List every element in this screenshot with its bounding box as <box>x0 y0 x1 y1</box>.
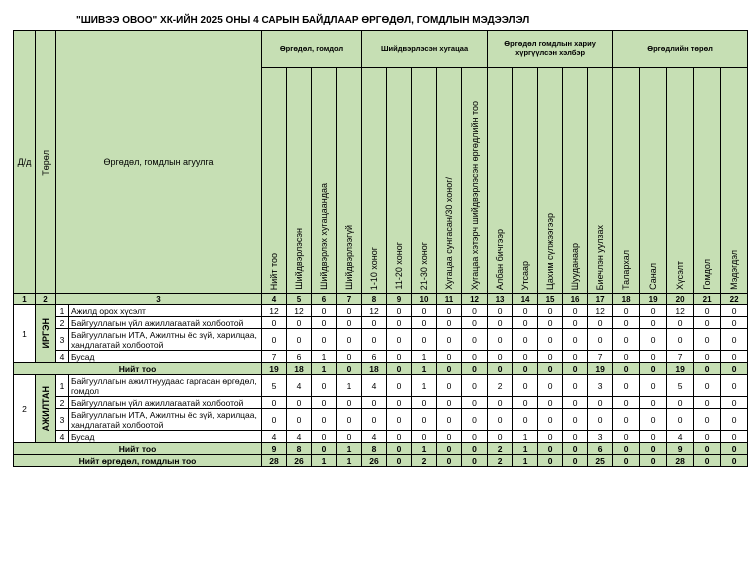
row-label: Байгууллагын үйл ажиллагаатай холбоотой <box>69 397 262 409</box>
grand-total-value: 1 <box>337 455 362 467</box>
cell-value: 0 <box>437 329 462 351</box>
cell-value: 0 <box>538 351 563 363</box>
grand-total-value: 0 <box>694 455 721 467</box>
cell-value: 0 <box>387 317 412 329</box>
section-total-value: 0 <box>721 443 748 455</box>
row-label: Байгууллагын ИТА, Ажилтны ёс зүй, харилцаа, хандлагатай холбоотой <box>69 329 262 351</box>
cell-value: 0 <box>488 329 513 351</box>
grand-total-row <box>14 455 748 467</box>
cell-value: 0 <box>462 351 488 363</box>
cell-value: 0 <box>588 317 613 329</box>
column-header: Албан бичгээр <box>488 68 513 294</box>
cell-value: 4 <box>667 431 694 443</box>
section-total-value: 0 <box>387 443 412 455</box>
cell-value: 0 <box>287 409 312 431</box>
section-total-value: 9 <box>667 443 694 455</box>
cell-value: 0 <box>437 397 462 409</box>
cell-value: 0 <box>412 329 437 351</box>
cell-value: 0 <box>387 375 412 397</box>
column-number: 11 <box>437 294 462 305</box>
section-total-value: 0 <box>437 363 462 375</box>
cell-value: 6 <box>287 351 312 363</box>
cell-value: 0 <box>387 351 412 363</box>
cell-value: 0 <box>262 397 287 409</box>
cell-value: 0 <box>694 375 721 397</box>
cell-value: 0 <box>640 431 667 443</box>
cell-value: 0 <box>513 317 538 329</box>
row-label: Ажилд орох хүсэлт <box>69 305 262 317</box>
section-number: 1 <box>14 305 36 363</box>
cell-value: 0 <box>462 409 488 431</box>
cell-value: 0 <box>513 329 538 351</box>
column-header: 11-20 хоног <box>387 68 412 294</box>
section-total-value: 0 <box>312 443 337 455</box>
column-header: Гомдол <box>694 68 721 294</box>
section-category: ИРГЭН <box>36 305 56 363</box>
column-header: 21-30 хоног <box>412 68 437 294</box>
cell-value: 0 <box>488 351 513 363</box>
group-channel: Өргөдөл гомдлын хариу хүргүүлсэн хэлбэр <box>488 31 613 68</box>
report-title: "ШИВЭЭ ОВОО" ХК-ИЙН 2025 ОНЫ 4 САРЫН БАЙДЛААР ӨРГӨДӨЛ, ГОМДЛЫН МЭДЭЭЛЭЛ <box>76 15 530 26</box>
section-total-value: 18 <box>287 363 312 375</box>
section-total-value: 1 <box>337 443 362 455</box>
cell-value: 0 <box>462 317 488 329</box>
cell-value: 4 <box>362 375 387 397</box>
grand-total-value: 2 <box>488 455 513 467</box>
cell-value: 0 <box>337 305 362 317</box>
cell-value: 0 <box>513 397 538 409</box>
cell-value: 0 <box>412 317 437 329</box>
cell-value: 0 <box>613 305 640 317</box>
section-total-value: 19 <box>588 363 613 375</box>
cell-value: 12 <box>667 305 694 317</box>
section-total-value: 0 <box>694 363 721 375</box>
section-total-value: 0 <box>437 443 462 455</box>
column-header: Нийт тоо <box>262 68 287 294</box>
grand-total-value: 0 <box>387 455 412 467</box>
cell-value: 0 <box>462 375 488 397</box>
cell-value: 0 <box>437 375 462 397</box>
cell-value: 0 <box>312 375 337 397</box>
section-total-value: 0 <box>462 443 488 455</box>
cell-value: 0 <box>488 397 513 409</box>
cell-value: 0 <box>412 305 437 317</box>
cell-value: 0 <box>337 351 362 363</box>
cell-value: 0 <box>337 397 362 409</box>
cell-value: 0 <box>312 305 337 317</box>
cell-value: 0 <box>312 397 337 409</box>
table-body <box>14 305 748 467</box>
section-total-value: 0 <box>538 443 563 455</box>
section-total-value: 1 <box>412 443 437 455</box>
cell-value: 0 <box>337 329 362 351</box>
cell-value: 0 <box>613 317 640 329</box>
column-number: 5 <box>287 294 312 305</box>
cell-value: 0 <box>667 397 694 409</box>
section-total-value: 0 <box>640 363 667 375</box>
column-number: 12 <box>462 294 488 305</box>
cell-value: 0 <box>513 305 538 317</box>
column-header: Хүсэлт <box>667 68 694 294</box>
section-total-value: 0 <box>337 363 362 375</box>
section-total-row <box>14 443 748 455</box>
cell-value: 0 <box>613 329 640 351</box>
column-header: Шийдвэрлэсэн <box>287 68 312 294</box>
cell-value: 0 <box>563 351 588 363</box>
grand-total-value: 0 <box>437 455 462 467</box>
cell-value: 0 <box>337 317 362 329</box>
cell-value: 0 <box>387 397 412 409</box>
cell-value: 0 <box>667 329 694 351</box>
row-index: 1 <box>56 375 69 397</box>
cell-value: 6 <box>362 351 387 363</box>
row-index: 1 <box>56 305 69 317</box>
column-header: Талархал <box>613 68 640 294</box>
cell-value: 1 <box>337 375 362 397</box>
cell-value: 0 <box>694 431 721 443</box>
grand-total-value: 0 <box>721 455 748 467</box>
cell-value: 0 <box>513 409 538 431</box>
cell-value: 0 <box>287 397 312 409</box>
column-number: 2 <box>36 294 56 305</box>
cell-value: 12 <box>588 305 613 317</box>
cell-value: 4 <box>362 431 387 443</box>
cell-value: 0 <box>437 317 462 329</box>
cell-value: 0 <box>337 431 362 443</box>
cell-value: 0 <box>312 409 337 431</box>
cell-value: 1 <box>312 351 337 363</box>
cell-value: 1 <box>513 431 538 443</box>
cell-value: 0 <box>437 431 462 443</box>
cell-value: 4 <box>287 431 312 443</box>
row-label: Байгууллагын үйл ажиллагаатай холбоотой <box>69 317 262 329</box>
section-total-value: 6 <box>588 443 613 455</box>
cell-value: 0 <box>563 375 588 397</box>
cell-value: 0 <box>694 329 721 351</box>
cell-value: 0 <box>694 351 721 363</box>
column-header: Санал <box>640 68 667 294</box>
header-dd: Д/д <box>14 31 36 294</box>
cell-value: 12 <box>362 305 387 317</box>
cell-value: 0 <box>588 397 613 409</box>
cell-value: 0 <box>640 329 667 351</box>
column-header: Биечлэн уулзах <box>588 68 613 294</box>
cell-value: 0 <box>721 351 748 363</box>
section-total-row <box>14 363 748 375</box>
cell-value: 0 <box>538 409 563 431</box>
column-header: Мэдэгдэл <box>721 68 748 294</box>
column-header: Шийдвэрлээгүй <box>337 68 362 294</box>
grand-total-value: 0 <box>462 455 488 467</box>
column-number: 8 <box>362 294 387 305</box>
cell-value: 0 <box>667 317 694 329</box>
cell-value: 0 <box>694 409 721 431</box>
row-index: 3 <box>56 329 69 351</box>
cell-value: 0 <box>640 375 667 397</box>
section-total-value: 18 <box>362 363 387 375</box>
section-total-value: 8 <box>362 443 387 455</box>
grand-total-value: 28 <box>667 455 694 467</box>
cell-value: 0 <box>287 329 312 351</box>
grand-total-value: 26 <box>362 455 387 467</box>
table-row <box>14 305 748 317</box>
group-deadline: Шийдвэрлэсэн хугацаа <box>362 31 488 68</box>
grand-total-value: 0 <box>563 455 588 467</box>
cell-value: 1 <box>412 351 437 363</box>
cell-value: 2 <box>488 375 513 397</box>
section-total-value: 19 <box>262 363 287 375</box>
cell-value: 0 <box>387 409 412 431</box>
cell-value: 12 <box>262 305 287 317</box>
cell-value: 0 <box>721 329 748 351</box>
cell-value: 0 <box>262 329 287 351</box>
cell-value: 0 <box>262 409 287 431</box>
row-label: Байгууллагын ажилтнуудаас гаргасан өргөдөл, гомдол <box>69 375 262 397</box>
section-total-value: 19 <box>667 363 694 375</box>
section-total-value: 1 <box>412 363 437 375</box>
cell-value: 0 <box>613 431 640 443</box>
cell-value: 0 <box>694 397 721 409</box>
cell-value: 0 <box>538 317 563 329</box>
cell-value: 0 <box>721 409 748 431</box>
cell-value: 3 <box>588 375 613 397</box>
column-number: 4 <box>262 294 287 305</box>
section-total-value: 0 <box>640 443 667 455</box>
cell-value: 0 <box>721 375 748 397</box>
cell-value: 0 <box>563 409 588 431</box>
cell-value: 4 <box>287 375 312 397</box>
cell-value: 0 <box>563 305 588 317</box>
cell-value: 0 <box>437 409 462 431</box>
cell-value: 0 <box>412 431 437 443</box>
cell-value: 0 <box>563 431 588 443</box>
group-kind: Өргөдлийн төрөл <box>613 31 748 68</box>
column-number: 19 <box>640 294 667 305</box>
row-index: 2 <box>56 397 69 409</box>
grand-total-value: 28 <box>262 455 287 467</box>
cell-value: 5 <box>262 375 287 397</box>
cell-value: 0 <box>588 409 613 431</box>
column-header: Шууданаар <box>563 68 588 294</box>
column-header: Хугацаа хэтэрч шийдвэрлэсэн өргөдлийн тоо <box>462 68 488 294</box>
column-header: Хугацаа сунгасан/30 хоног/ <box>437 68 462 294</box>
cell-value: 0 <box>488 409 513 431</box>
cell-value: 0 <box>613 409 640 431</box>
column-number: 9 <box>387 294 412 305</box>
cell-value: 0 <box>262 317 287 329</box>
cell-value: 0 <box>437 351 462 363</box>
cell-value: 7 <box>667 351 694 363</box>
table-row <box>14 329 748 351</box>
row-label: Бусад <box>69 431 262 443</box>
cell-value: 0 <box>613 375 640 397</box>
cell-value: 0 <box>462 397 488 409</box>
table-row <box>14 375 748 397</box>
column-header: Шийдвэрлэх хугацаандаа <box>312 68 337 294</box>
grand-total-label: Нийт өргөдөл, гомдлын тоо <box>14 455 262 467</box>
cell-value: 0 <box>387 329 412 351</box>
column-number: 17 <box>588 294 613 305</box>
section-total-value: 0 <box>513 363 538 375</box>
cell-value: 0 <box>462 329 488 351</box>
table-row <box>14 397 748 409</box>
column-number: 14 <box>513 294 538 305</box>
cell-value: 0 <box>694 305 721 317</box>
row-index: 2 <box>56 317 69 329</box>
cell-value: 3 <box>588 431 613 443</box>
cell-value: 0 <box>437 305 462 317</box>
column-number: 21 <box>694 294 721 305</box>
cell-value: 0 <box>563 397 588 409</box>
section-total-value: 0 <box>387 363 412 375</box>
cell-value: 0 <box>312 329 337 351</box>
cell-value: 5 <box>667 375 694 397</box>
cell-value: 0 <box>412 397 437 409</box>
cell-value: 0 <box>387 431 412 443</box>
cell-value: 0 <box>721 397 748 409</box>
grand-total-value: 26 <box>287 455 312 467</box>
column-number: 10 <box>412 294 437 305</box>
grand-total-value: 0 <box>640 455 667 467</box>
cell-value: 0 <box>640 409 667 431</box>
cell-value: 0 <box>412 409 437 431</box>
section-total-value: 9 <box>262 443 287 455</box>
cell-value: 0 <box>538 375 563 397</box>
section-total-value: 2 <box>488 443 513 455</box>
grand-total-value: 0 <box>538 455 563 467</box>
cell-value: 0 <box>721 317 748 329</box>
grand-total-value: 2 <box>412 455 437 467</box>
section-total-value: 0 <box>538 363 563 375</box>
cell-value: 0 <box>337 409 362 431</box>
section-total-value: 8 <box>287 443 312 455</box>
column-header: Утсаар <box>513 68 538 294</box>
cell-value: 0 <box>721 431 748 443</box>
column-number: 16 <box>563 294 588 305</box>
table-row <box>14 317 748 329</box>
grand-total-value: 0 <box>613 455 640 467</box>
cell-value: 1 <box>412 375 437 397</box>
cell-value: 0 <box>588 329 613 351</box>
cell-value: 0 <box>513 375 538 397</box>
section-total-label: Нийт тоо <box>14 363 262 375</box>
cell-value: 0 <box>694 317 721 329</box>
cell-value: 0 <box>362 317 387 329</box>
section-total-value: 1 <box>312 363 337 375</box>
cell-value: 0 <box>563 317 588 329</box>
column-number: 13 <box>488 294 513 305</box>
header-type: Төрөл <box>36 31 56 294</box>
cell-value: 0 <box>667 409 694 431</box>
cell-value: 0 <box>538 431 563 443</box>
cell-value: 0 <box>312 431 337 443</box>
table-row <box>14 351 748 363</box>
column-number: 6 <box>312 294 337 305</box>
cell-value: 7 <box>262 351 287 363</box>
cell-value: 0 <box>488 431 513 443</box>
cell-value: 0 <box>613 351 640 363</box>
cell-value: 0 <box>513 351 538 363</box>
row-index: 3 <box>56 409 69 431</box>
cell-value: 0 <box>640 397 667 409</box>
cell-value: 0 <box>387 305 412 317</box>
cell-value: 0 <box>362 329 387 351</box>
table-row <box>14 431 748 443</box>
complaints-table <box>13 30 748 467</box>
cell-value: 0 <box>563 329 588 351</box>
section-number: 2 <box>14 375 36 443</box>
section-total-value: 0 <box>694 443 721 455</box>
cell-value: 7 <box>588 351 613 363</box>
table-row <box>14 409 748 431</box>
cell-value: 0 <box>362 409 387 431</box>
column-number: 15 <box>538 294 563 305</box>
cell-value: 0 <box>488 317 513 329</box>
cell-value: 0 <box>287 317 312 329</box>
section-total-label: Нийт тоо <box>14 443 262 455</box>
header-content: Өргөдөл, гомдлын агуулга <box>56 31 262 294</box>
section-total-value: 0 <box>563 363 588 375</box>
row-index: 4 <box>56 431 69 443</box>
grand-total-value: 1 <box>312 455 337 467</box>
section-total-value: 0 <box>721 363 748 375</box>
row-label: Байгууллагын ИТА, Ажилтны ёс зүй, харилцаа, хандлагатай холбоотой <box>69 409 262 431</box>
cell-value: 0 <box>721 305 748 317</box>
grand-total-value: 25 <box>588 455 613 467</box>
cell-value: 0 <box>640 305 667 317</box>
row-label: Бусад <box>69 351 262 363</box>
cell-value: 0 <box>538 305 563 317</box>
cell-value: 0 <box>613 397 640 409</box>
cell-value: 0 <box>488 305 513 317</box>
column-number: 1 <box>14 294 36 305</box>
cell-value: 0 <box>362 397 387 409</box>
column-number: 20 <box>667 294 694 305</box>
column-number: 18 <box>613 294 640 305</box>
section-total-value: 1 <box>513 443 538 455</box>
cell-value: 12 <box>287 305 312 317</box>
column-number: 7 <box>337 294 362 305</box>
cell-value: 0 <box>462 305 488 317</box>
row-index: 4 <box>56 351 69 363</box>
column-header: Цахим сүлжээгээр <box>538 68 563 294</box>
group-received: Өргөдөл, гомдол <box>262 31 362 68</box>
section-total-value: 0 <box>563 443 588 455</box>
column-number: 22 <box>721 294 748 305</box>
column-header: 1-10 хоног <box>362 68 387 294</box>
grand-total-value: 1 <box>513 455 538 467</box>
cell-value: 0 <box>640 317 667 329</box>
cell-value: 4 <box>262 431 287 443</box>
cell-value: 0 <box>538 329 563 351</box>
cell-value: 0 <box>538 397 563 409</box>
section-total-value: 0 <box>613 443 640 455</box>
section-total-value: 0 <box>462 363 488 375</box>
cell-value: 0 <box>640 351 667 363</box>
cell-value: 0 <box>312 317 337 329</box>
section-total-value: 0 <box>488 363 513 375</box>
column-number-row <box>14 294 748 305</box>
section-total-value: 0 <box>613 363 640 375</box>
section-category: АЖИЛТАН <box>36 375 56 443</box>
cell-value: 0 <box>462 431 488 443</box>
column-number: 3 <box>56 294 262 305</box>
